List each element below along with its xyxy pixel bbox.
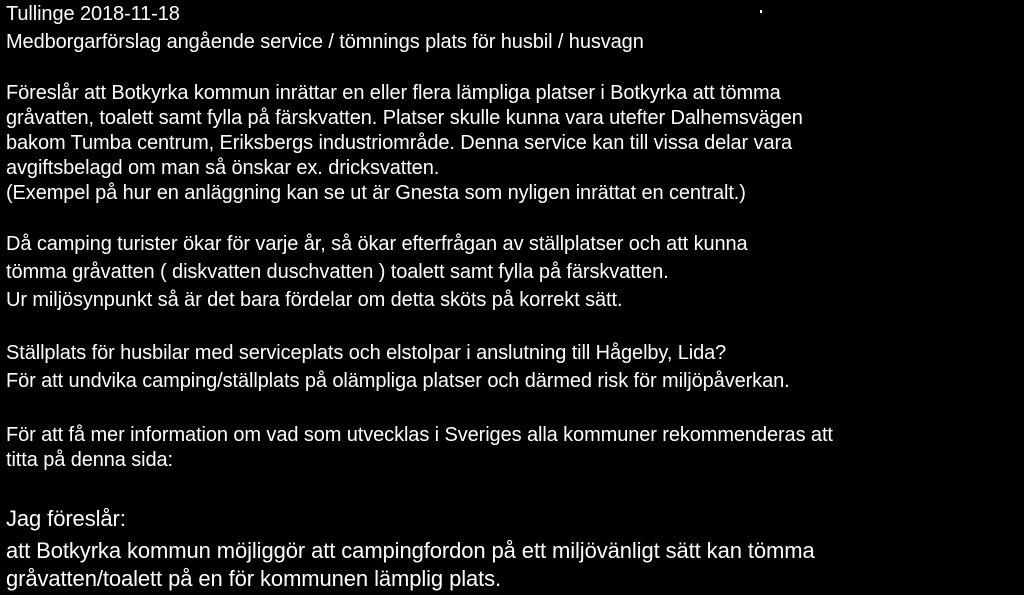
paragraph-line: (Exempel på hur en anläggning kan se ut är Gnesta som nyligen inrättat en centralt.) [6,182,746,204]
subject-line: Medborgarförslag angående service / tömnings plats för husbil / husvagn [6,31,644,53]
paragraph-line: Ur miljösynpunkt så är det bara fördelar om detta sköts på korrekt sätt. [6,289,623,311]
paragraph-line: tömma gråvatten ( diskvatten duschvatten ) toalett samt fylla på färskvatten. [6,261,669,283]
paragraph-line: avgiftsbelagd om man så önskar ex. dricksvatten. [6,157,440,179]
paragraph-line: gråvatten, toalett samt fylla på färskvatten. Platser skulle kunna vara utefter Dalhemsvägen [6,107,803,129]
paragraph-line: För att undvika camping/ställplats på olämpliga platser och därmed risk för miljöpåverkan. [6,370,790,392]
proposal-line: att Botkyrka kommun möjliggör att campingfordon på ett miljövänligt sätt kan tömma [6,538,815,563]
letter-body [6,0,1022,595]
paragraph-line: bakom Tumba centrum, Eriksbergs industriområde. Denna service kan till vissa delar vara [6,132,793,154]
place-date-line: Tullinge 2018-11-18 [6,3,180,25]
paragraph-line: Då camping turister ökar för varje år, så ökar efterfrågan av ställplatser och att kunna [6,233,748,255]
paragraph-line: titta på denna sida: [6,449,174,471]
proposal-heading: Jag föreslår: [6,506,126,531]
paragraph-line: Ställplats för husbilar med serviceplats och elstolpar i anslutning till Hågelby, Lida? [6,342,727,364]
proposal-line: gråvatten/toalett på en för kommunen lämplig plats. [6,566,502,591]
paragraph-line: Föreslår att Botkyrka kommun inrättar en eller flera lämpliga platser i Botkyrka att tömma [6,82,781,104]
paragraph-line: För att få mer information om vad som utvecklas i Sveriges alla kommuner rekommenderas att [6,424,833,446]
scan-speck [760,10,762,13]
